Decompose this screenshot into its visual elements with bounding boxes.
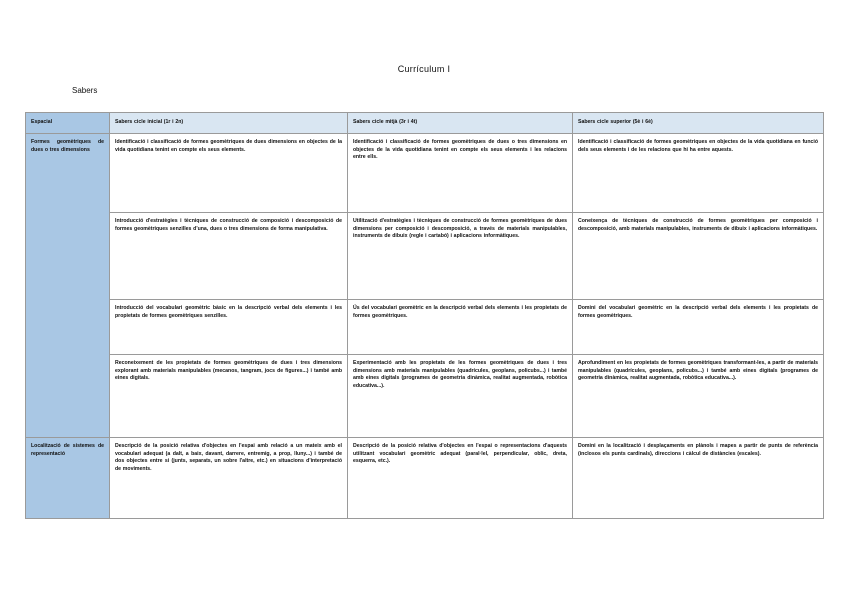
axis-label-location: Localització de sistemes de representació bbox=[26, 438, 110, 519]
table-cell: Aprofundiment en les propietats de formes geomètriques transformant-les, a partir de materials manipulables (quadrícules, geoplans, policubs...) i també amb eines digitals (programes de geometria dinàmica, realitat augmentada, robòtica educativa...). bbox=[573, 355, 824, 438]
document-title: Currículum I bbox=[397, 64, 451, 74]
curriculum-table bbox=[25, 112, 824, 519]
table-cell: Reconeixement de les propietats de formes geomètriques de dues i tres dimensions explorant amb materials manipulables (mecanos, tangram, jocs de figures...) i també amb eines digitals. bbox=[110, 355, 348, 438]
table-cell: Domini del vocabulari geomètric en la descripció verbal dels elements i les propietats de formes geomètriques. bbox=[573, 300, 824, 355]
table-row bbox=[26, 134, 824, 213]
table-cell: Introducció d'estratègies i tècniques de construcció de composició i descomposició de formes geomètriques senzilles d'una, dues o tres dimensions de forma manipulativa. bbox=[110, 213, 348, 300]
table-cell: Domini en la localització i desplaçaments en plànols i mapes a partir de punts de referència (inclosos els punts cardinals), direccions i càlcul de distàncies (escales). bbox=[573, 438, 824, 519]
table-cell: Identificació i classificació de formes geomètriques de dues dimensions en objectes de la vida quotidiana tenint en compte els seus elements. bbox=[110, 134, 348, 213]
table-cell: Identificació i classificació de formes geomètriques en objectes de la vida quotidiana en funció dels seus elements i de les relacions que hi ha entre aquests. bbox=[573, 134, 824, 213]
axis-label-shapes: Formes geomètriques de dues o tres dimensions bbox=[26, 134, 110, 438]
table-cell: Identificació i classificació de formes geomètriques de dues o tres dimensions en objectes de la vida quotidiana tenint en compte els seus elements i les relacions entre ells. bbox=[348, 134, 573, 213]
table-cell: Descripció de la posició relativa d'objectes en l'espai amb relació a un mateix amb el vocabulari adequat (a dalt, a baix, davant, darrere, entremig, a prop, lluny...) i també de dos objectes entre si (junts, separats, un sobre l'altre, etc.) en situacions d'interpretació de moviments. bbox=[110, 438, 348, 519]
header-axis: Espacial bbox=[26, 113, 110, 134]
header-cycle-middle: Sabers cicle mitjà (3r i 4t) bbox=[348, 113, 573, 134]
table-cell: Utilització d'estratègies i tècniques de construcció de formes geomètriques de dues dimensions per composició i descomposició, a través de materials manipulables, instruments de dibuix (regle i cartabó) i aplicacions informàtiques. bbox=[348, 213, 573, 300]
table-row bbox=[26, 438, 824, 519]
header-cycle-upper: Sabers cicle superior (5è i 6è) bbox=[573, 113, 824, 134]
table-row bbox=[26, 355, 824, 438]
table-row bbox=[26, 300, 824, 355]
table-cell: Experimentació amb les propietats de les formes geomètriques de dues i tres dimensions amb materials manipulables (quadrícules, geoplans, policubs...) i també amb eines digitals (programes de geometria dinàmica, realitat augmentada, robòtica educativa...). bbox=[348, 355, 573, 438]
table-cell: Ús del vocabulari geomètric en la descripció verbal dels elements i les propietats de formes geomètriques. bbox=[348, 300, 573, 355]
table-cell: Coneixença de tècniques de construcció de formes geomètriques per composició i descomposició, amb materials manipulables, instruments de dibuix i aplicacions informàtiques. bbox=[573, 213, 824, 300]
section-title: Sabers bbox=[72, 86, 98, 95]
header-cycle-initial: Sabers cicle inicial (1r i 2n) bbox=[110, 113, 348, 134]
table-header-row bbox=[26, 113, 824, 134]
table-row bbox=[26, 213, 824, 300]
table-cell: Descripció de la posició relativa d'objectes en l'espai o representacions d'aquests utilitzant vocabulari geomètric adequat (paral·lel, perpendicular, oblic, dreta, esquerra, etc.). bbox=[348, 438, 573, 519]
table-cell: Introducció del vocabulari geomètric bàsic en la descripció verbal dels elements i les propietats de formes geomètriques senzilles. bbox=[110, 300, 348, 355]
